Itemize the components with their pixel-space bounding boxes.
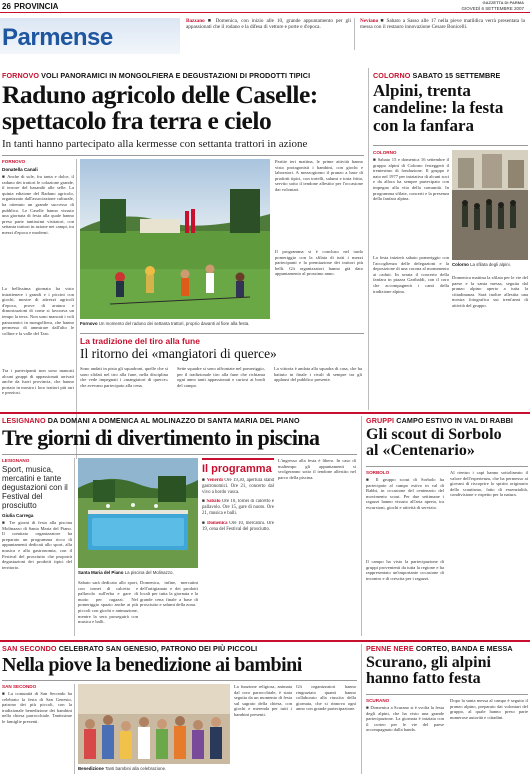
- story3-photo-caption: [78, 570, 198, 575]
- section-banner: [0, 18, 180, 54]
- kicker-text: DA DOMANI A DOMENICA AL MOLINAZZO DI SANTA MARIA DEL PIANO: [47, 416, 300, 425]
- author-name: Donatella Canali: [2, 167, 38, 172]
- body-text: ■ Sabato 15 e domenica 16 settembre il gruppo alpini di Colorno festeggerà il trentesimo di fondazione. Il gruppo è nato nel 1977 per iniziativa di alcuni soci e da allora ha sempre partecipato con impegno alla vita della comunità. In programma sfilate, concerti e la presenza della fanfara alpina.: [373, 157, 449, 202]
- brief-place: Neviano: [360, 18, 379, 24]
- story2-col1: [373, 150, 449, 412]
- brief-text: Sabato a Sasso alle 17 nella pieve matildica verrà presentata la messa con il restauro innovazione Cesare Bonicelli.: [360, 18, 525, 31]
- divider: [2, 680, 357, 681]
- program-title: Il programma: [202, 463, 272, 475]
- story5-photo-caption: [78, 766, 230, 771]
- author-name: Giulia Carrega: [2, 513, 34, 518]
- body-text: Tra i partecipanti non sono mancati alcuni gruppi di appassionati arrivati anche da fuori provincia, che hanno portato in mostra i loro trattori più rari e preziosi.: [2, 368, 74, 396]
- divider: [2, 454, 357, 455]
- kicker-text: VOLI PANORAMICI IN MONGOLFIERA E DEGUSTAZIONI DI PRODOTTI TIPICI: [41, 71, 311, 80]
- children-photo-image: [78, 684, 230, 764]
- divider: [373, 145, 528, 146]
- program-list: [202, 478, 274, 532]
- place-label: SAN SECONDO: [2, 684, 37, 689]
- kicker-place: GRUPPI: [366, 416, 395, 425]
- kicker-place: SAN SECONDO: [2, 644, 57, 653]
- story3-photo: [78, 458, 198, 568]
- divider: [361, 416, 362, 636]
- story1-deck: In tanti hanno partecipato alla kermesse con settanta trattori in azione: [2, 138, 308, 150]
- section-rule: [0, 412, 530, 414]
- story1-photo-caption: [80, 321, 270, 326]
- divider: [74, 684, 75, 774]
- story1-photo: [80, 159, 270, 319]
- caption-bold: Santa Maria del Piano: [78, 570, 124, 575]
- program-item: ■ Domenica Ore 10, mercatini. Ore 19, cena del Festival del prosciutto.: [202, 520, 274, 532]
- kicker-text: CAMPO ESTIVO IN VAL DI RABBI: [396, 416, 514, 425]
- divider: [368, 68, 369, 410]
- story3-col1: [2, 458, 72, 636]
- program-text: Ore 10, mercatini. Ore 19, cena del Festival del prosciutto.: [202, 520, 274, 532]
- story1-col4: [275, 159, 363, 329]
- section-name: PROVINCIA: [14, 2, 59, 11]
- story4-col1: [366, 470, 444, 636]
- story5-photo: [78, 684, 230, 764]
- program-box: [202, 458, 274, 636]
- sub-col: Sono andati in pista gli squadroni, quelle che si sono sfidati nel tiro alla fune, nella disciplina che vede impegnati i «mangiatori di querce» che avevano partecipato alla cena.: [80, 366, 168, 388]
- story3-kicker: [2, 416, 357, 425]
- story5-col2: La funzione religiosa, animata dal coro parrocchiale, è stata seguita da un momento di festa sul sagrato della chiesa, con giochi e merenda per tutti i bambini presenti.: [234, 684, 292, 717]
- story2-headline: [373, 82, 528, 134]
- kicker-text: CORTEO, BANDA E MESSA: [415, 644, 513, 653]
- story1-kicker: [2, 71, 362, 80]
- page-date: GIOVEDÌ 6 SETTEMBRE 2007: [461, 6, 524, 11]
- caption-text: La sfilata degli alpini.: [470, 262, 511, 267]
- headline-line: Gli scout di Sorbolo: [366, 426, 502, 443]
- story2-photo-caption: [452, 262, 528, 267]
- pool-photo-image: [78, 458, 198, 568]
- divider: [366, 694, 528, 695]
- sub-col: La vittoria è andata alla squadra di casa, che ha battuto in finale i rivali di sempre tra gli applausi del pubblico presente.: [274, 366, 362, 383]
- program-item: ■ Sabato Ore 10, tornei di calcetto e pallavolo. Ore 15, gare di nuoto. Ore 21, musica e balli.: [202, 499, 274, 516]
- headline-line: spettacolo fra terra e cielo: [2, 106, 272, 135]
- story5-kicker: [2, 644, 357, 653]
- kicker-place: FORNOVO: [2, 71, 40, 80]
- section-brand: Parmense: [2, 24, 113, 51]
- story4-kicker: [366, 416, 528, 425]
- alpini-photo-image: [452, 150, 528, 260]
- program-day: Venerdì: [206, 478, 223, 483]
- place-label: LESIGNANO: [2, 458, 30, 463]
- tractor-photo-image: [80, 159, 270, 319]
- headline-line: al «Centenario»: [366, 442, 475, 460]
- headline-line: Scurano, gli alpini: [366, 654, 491, 671]
- divider: [361, 644, 362, 774]
- kicker-text: CELEBRATO SAN GENESIO, PATRONO DEI PIÙ PICCOLI: [58, 644, 258, 653]
- page-header: [0, 0, 530, 13]
- brief-text: Domenica, con inizio alle 10, grande appuntamento per gli appassionati che il rodano e la difesa di vetture e porte e d'epoca.: [186, 18, 351, 31]
- story6-col1: [366, 698, 444, 774]
- kicker-place: PENNE NERE: [366, 644, 414, 653]
- body-text: ■ La comunità di San Secondo ha celebrato la festa di San Genesio, patrono dei più piccoli, con la tradizionale benedizione dei bambini nella chiesa parrocchiale. Tantissime le famiglie presenti.: [2, 691, 72, 724]
- divider: [76, 159, 77, 459]
- story5-col3: Gli organizzatori hanno ringraziato quanti hanno collaborato alla riuscita della giornata, che si rinnova ogni anno con grande partecipazione.: [296, 684, 356, 712]
- divider: [366, 466, 528, 467]
- sub-kicker: La tradizione del tiro alla fune: [80, 336, 200, 346]
- caption-bold: Benedizione: [78, 766, 104, 771]
- story6-headline: [366, 655, 528, 688]
- story2-photo: [452, 150, 528, 260]
- caption-bold: Fornovo: [80, 321, 98, 326]
- divider: [354, 18, 355, 50]
- story3-col2: Sabato sarà dedicato allo sport, con tornei di calcetto e pallavolo sull'erba e gare di nuoto per ragazzi. Nel pomeriggio spazio anche ai più piccoli con giochi e animazione, mentre la sera proseguirà con musica e balli.: [78, 580, 138, 625]
- body-text: Il campo ha visto la partecipazione di gruppi provenienti da tutta la regione e ha rappresentato un'importante occasione di incontro e di crescita per i ragazzi.: [366, 559, 444, 581]
- divider: [80, 333, 364, 334]
- program-text: Ore 10, tornei di calcetto e pallavolo. Ore 15, gare di nuoto. Ore 21, musica e balli.: [202, 499, 274, 516]
- headline-line: hanno fatto festa: [366, 670, 481, 688]
- kicker-text: SABATO 15 SETTEMBRE: [412, 71, 501, 80]
- sub-headline: Il ritorno dei «mangiatori di querce»: [80, 346, 277, 361]
- story3-deck: Sport, musica, mercatini e tante degustazioni con il Festival del prosciutto: [2, 465, 68, 510]
- program-item: ■ Venerdì Ore 19,30, apertura stand gastronomici. Ore 21, concerto dal vivo a bordo vasca.: [202, 478, 274, 495]
- caption-text: Tanti bambini alla celebrazione.: [105, 766, 167, 771]
- body-text: ■ Il gruppo scout di Sorbolo ha partecipato al campo estivo in val di Rabbi, in occasione del centenario del movimento scout. Per due settimane i ragazzi hanno vissuto all'aria aperta, tra escursioni, giochi e attività di servizio.: [366, 477, 444, 510]
- story5-col1: [2, 684, 72, 774]
- place-label: SCURANO: [366, 698, 390, 703]
- story1-headline: [2, 82, 364, 134]
- divider: [74, 458, 75, 636]
- story6-col2: Dopo la santa messa al campo è seguito il pranzo alpino, preparato dai volontari del gruppo, al quale hanno preso parte numerose autorità e cittadini.: [450, 698, 528, 720]
- place-label: SORBOLO: [366, 470, 390, 475]
- story3-col3: Domenica, infine, mercatini dell'artigianato e dei prodotti locali per tutta la giornata e la grande cena finale a base di prosciutto e salumi della zona.: [140, 580, 198, 608]
- headline-line: Raduno agricolo delle Caselle:: [2, 80, 318, 109]
- masthead: GAZZETTA DI PARMA: [482, 0, 524, 5]
- story3-headline: Tre giorni di divertimento in piscina: [2, 425, 320, 450]
- brief-bazzano: Bazzano ■ Domenica, con inizio alle 10, grande appuntamento per gli appassionati che il rodano e la difesa di vetture e porte e d'epoca.: [186, 18, 351, 31]
- page-number: 26: [2, 2, 11, 11]
- section-rule: [0, 640, 530, 642]
- body-text: Partite ieri mattina, le prime attività hanno visto protagonisti i bambini, con giochi e laboratori. A mezzogiorno il pranzo a base di prodotti tipici, con tortelli, salumi e torta fritta, servito sotto il tendone allestito per l'occasione dai volontari.: [275, 159, 363, 192]
- story6-kicker: [366, 644, 528, 653]
- body-text: ■ Anche di sole, fra tanta e dolce, il raduno dei trattori le colazione grande, il terrore del basandò alle selle. La quinta edizione del Raduno agricolo, organizzato dall'associazione culturale, ha ottenuto un grande successo di pubblico. Le Caselle hanno vissuto una giornata di festa alla quale hanno preso parte tantissimi visitatori, con settanta trattori in azione nei campi, tra mezzi d'epoca e moderni.: [2, 174, 74, 235]
- kicker-place: LESIGNANO: [2, 416, 46, 425]
- story2-kicker: [373, 71, 528, 80]
- story5-headline: Nella piove la benedizione ai bambini: [2, 654, 302, 676]
- story4-col2: Al rientro i capi hanno sottolineato il valore dell'esperienza, che ha permesso ai giovani di riscoprire lo spirito originario dello scautismo, fatto di essenzialità, condivisione e rispetto per la natura.: [450, 470, 528, 498]
- body-text: ■ Domenica a Scurano si è svolta la festa degli alpini, che ha visto una grande partecipazione. La giornata è iniziata con il corteo per le vie del paese accompagnato dalla banda.: [366, 705, 444, 733]
- kicker-place: COLORNO: [373, 71, 411, 80]
- body-text: La festa inizierà sabato pomeriggio con l'accoglienza delle delegazioni e la deposizione di una corona al monumento ai caduti. In serata il concerto della fanfara in piazza Garibaldi, con il coro che accompagnerà i canti della tradizione alpina.: [373, 255, 449, 294]
- sub-col: Sette squadre si sono affrontate nel pomeriggio, per il tradizionale tiro alla fune che richiama ogni anno tanti appassionati e curiosi ai bordi del campo.: [177, 366, 265, 388]
- headline-line: Alpini, trenta: [373, 81, 471, 100]
- body-text: La bellissima giornata ha visto intrattenere i grandi e i piccini con giochi, mostre di attrezzi agricoli d'epoca, prove di aratura e dimostrazioni di come si lavorava un tempo la terra. Non sono mancati i voli panoramici in mongolfiera, che hanno permesso di ammirare dall'alto le colline e la valle del Taro.: [2, 286, 74, 336]
- program-day: Domenica: [207, 520, 228, 526]
- story4-headline: [366, 427, 528, 460]
- headline-line: con la fanfara: [373, 115, 475, 135]
- headline-line: candeline: la festa: [373, 98, 504, 118]
- caption-bold: Colorno: [452, 262, 469, 267]
- body-text: Il programma si è concluso nel tardo pomeriggio con la sfilata di tutti i mezzi partecipanti e la premiazione dei trattori più belli. Gli organizzatori hanno già dato appuntamento al prossimo anno.: [275, 249, 363, 277]
- program-day: Sabato: [206, 499, 221, 505]
- brief-place: Bazzano: [186, 18, 205, 24]
- caption-text: Un momento del raduno dei settanta trattori, proprio davanti al fiore alla festa.: [98, 321, 250, 326]
- brief-neviano: Neviano ■ Sabato a Sasso alle 17 nella pieve matildica verrà presentata la messa con il restauro innovazione Cesare Bonicelli.: [360, 18, 525, 31]
- program-text: Ore 19,30, apertura stand gastronomici. Ore 21, concerto dal vivo a bordo vasca.: [202, 478, 274, 495]
- story1-col1: [2, 159, 74, 459]
- body-text: ■ Tre giorni di festa alla piscina Molinazzo di Santa Maria del Piano. Il comitato organizzatore ha preparato un programma ricco di appuntamenti dedicati allo sport, alla musica e alla gastronomia, con il Festival del prosciutto che proporrà degustazioni dei prodotti tipici del territorio.: [2, 520, 72, 570]
- story2-col2: Domenica mattina la sfilata per le vie del paese e la santa messa, seguita dal pranzo alpino aperto a tutta la cittadinanza. Sarà inoltre allestita una mostra fotografica sui trent'anni di attività del gruppo.: [452, 275, 528, 308]
- place-label: FORNOVO: [2, 159, 26, 164]
- place-label: COLORNO: [373, 150, 397, 155]
- caption-text: La piscina del Molinazzo.: [124, 570, 174, 575]
- divider: [2, 155, 364, 156]
- story3-col5: L'ingresso alla festa è libero. In caso di maltempo gli appuntamenti si svolgeranno sotto il tendone allestito nel parco della piscina.: [278, 458, 356, 480]
